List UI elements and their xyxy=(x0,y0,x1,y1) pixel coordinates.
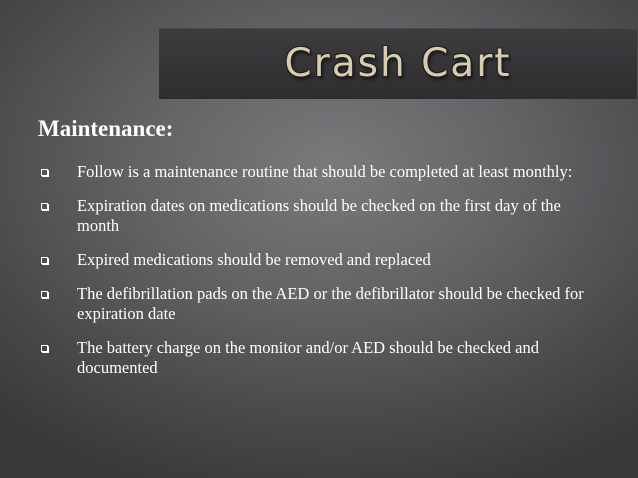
checkbox-square-icon xyxy=(41,203,48,210)
list-item xyxy=(40,338,600,378)
list-item xyxy=(40,284,600,324)
bullet-text: Expiration dates on medications should be checked on the first day of the month xyxy=(77,196,561,235)
list-item xyxy=(40,250,600,270)
title-bar xyxy=(159,28,637,99)
checkbox-square-icon xyxy=(41,291,48,298)
bullet-text: Expired medications should be removed and replaced xyxy=(77,250,431,269)
checkbox-square-icon xyxy=(41,345,48,352)
checkbox-square-icon xyxy=(41,169,48,176)
bullet-text: Follow is a maintenance routine that should be completed at least monthly: xyxy=(77,162,573,181)
bullet-text: The defibrillation pads on the AED or the defibrillator should be checked for expiration date xyxy=(77,284,584,323)
list-item xyxy=(40,196,600,236)
bullet-list xyxy=(40,162,600,378)
checkbox-square-icon xyxy=(41,257,48,264)
bullet-text: The battery charge on the monitor and/or AED should be checked and documented xyxy=(77,338,540,377)
slide-title: Crash Cart xyxy=(284,41,512,86)
section-heading: Maintenance: xyxy=(38,116,174,141)
list-item xyxy=(40,162,600,182)
